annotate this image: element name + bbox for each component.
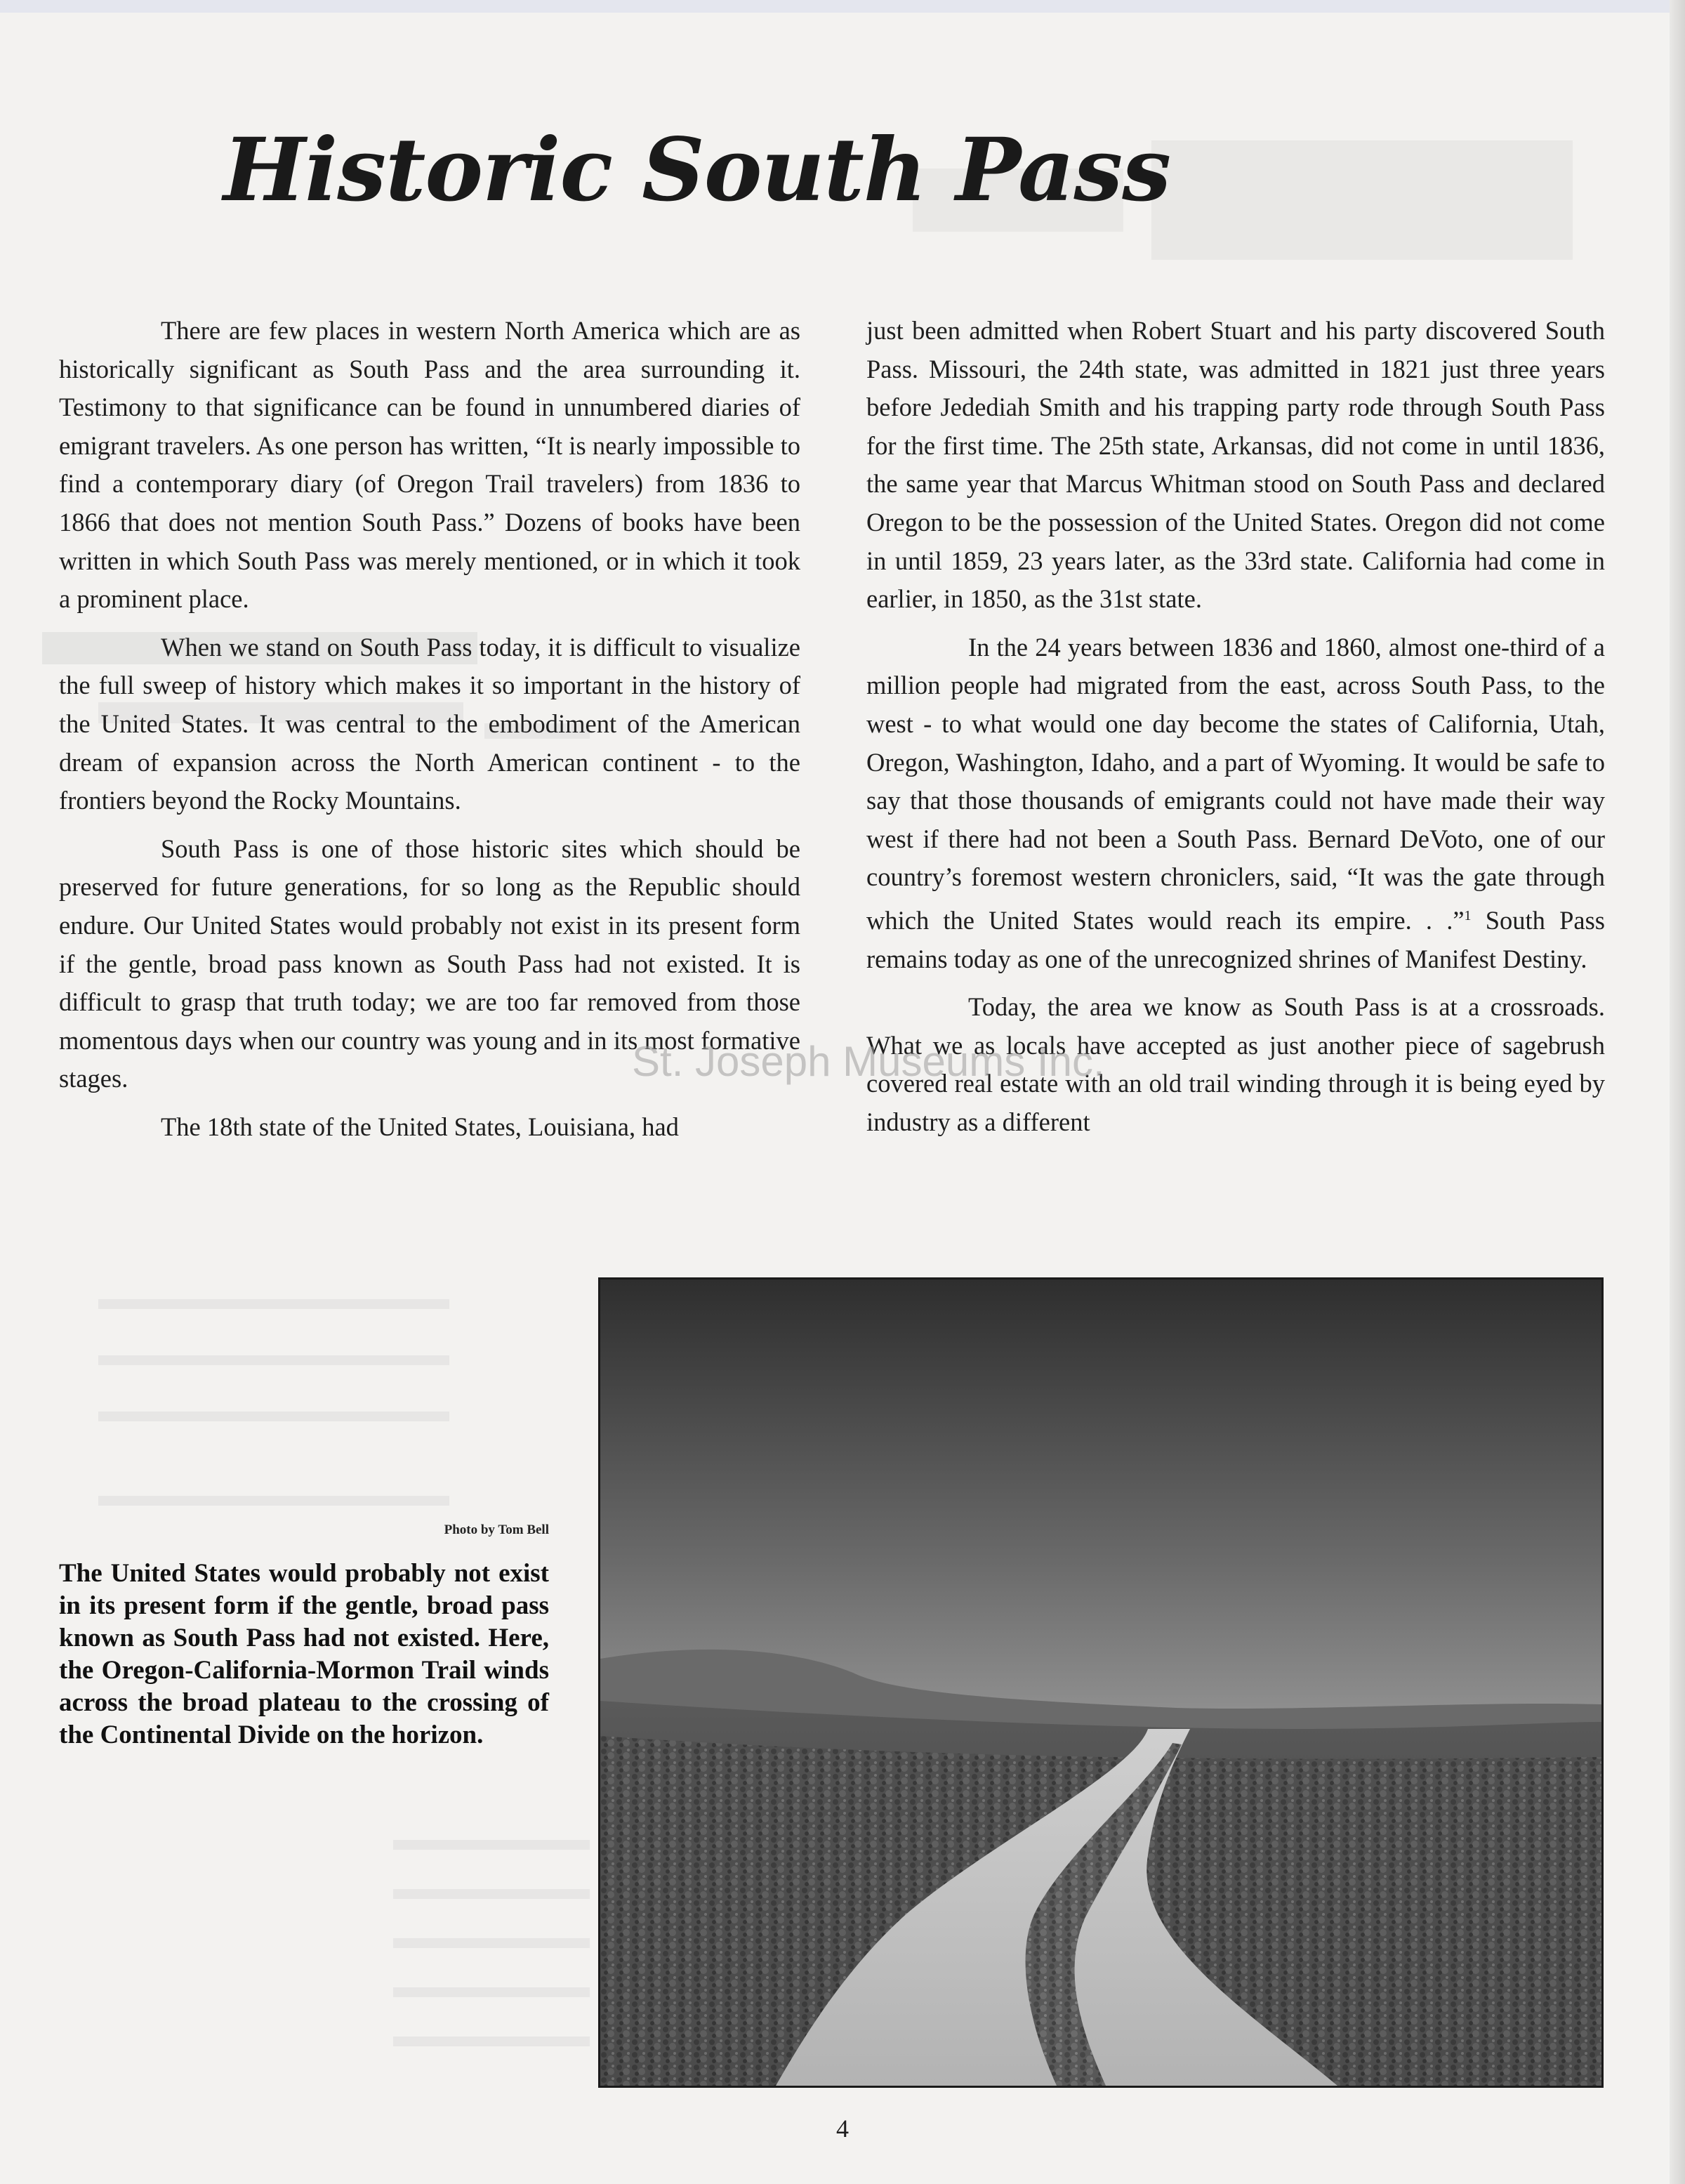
paragraph: Today, the area we know as South Pass is at a crossroads. What we as locals have accepted as just another piece of sagebrush covered real estate with an old trail winding through it is being eyed by industry as a different xyxy=(866,992,1605,1137)
paragraph xyxy=(866,629,1605,979)
paragraph: The 18th state of the United States, Louisiana, had xyxy=(161,1112,679,1141)
right-column xyxy=(866,312,1605,1142)
left-column xyxy=(59,312,800,1146)
page-number: 4 xyxy=(836,2114,849,2143)
footnote-marker: 1 xyxy=(1464,907,1472,923)
photo-caption: The United States would probably not exist in its present form if the gentle, broad pass known as South Pass had not existed. Here, the Oregon-California-Mormon Trail winds across the broad plateau to the crossing of the Continental Divide on the horizon. xyxy=(59,1559,549,1749)
trail-photo xyxy=(598,1277,1604,2088)
watermark: St. Joseph Museums Inc. xyxy=(632,1038,1105,1085)
photo-credit: Photo by Tom Bell xyxy=(444,1522,549,1537)
paragraph: When we stand on South Pass today, it is difficult to visualize the full sweep of history which makes it so important in the history of the United States. It was central to the embodiment of the American dream of expansion across the North American continent - to the frontiers beyond the Rocky Mountains. xyxy=(59,632,800,815)
paragraph: There are few places in western North America which are as historically significant as South Pass and the area surrounding it. Testimony to that significance can be found in unnumbered diaries of emigrant travelers. As one person has written, “It is nearly impossible to find a contemporary diary (of Oregon Trail travelers) from 1836 to 1866 that does not mention South Pass.” Dozens of books have been written in which South Pass was merely mentioned, or in which it took a prominent place. xyxy=(59,316,800,614)
paragraph-text: In the 24 years between 1836 and 1860, almost one-third of a million people had migrated from the east, across South Pass, to the west - to what would one day become the states of California, Utah, Oregon, Washington, Idaho, and a part of Wyoming. It would be safe to say that those thousands of emigrants could not have made their way west if there had not been a South Pass. Bernard DeVoto, one of our country’s foremost western chroniclers, said, “It was the gate through which the United States would reach its empire. . .” xyxy=(866,632,1605,935)
paragraph-continued: just been admitted when Robert Stuart and his party discovered South Pass. Missouri, the 24th state, was admitted in 1821 just three years before Jedediah Smith and his trapping party rode through South Pass for the first time. The 25th state, Arkansas, did not come in until 1836, the same year that Marcus Whitman stood on South Pass and declared Oregon to be the possession of the United States. Oregon did not come in until 1859, 23 years later, as the 33rd state. California had come in earlier, in 1850, as the 31st state. xyxy=(866,316,1605,614)
paragraph: South Pass is one of those historic sites which should be preserved for future generations, for so long as the Republic should endure. Our United States would probably not exist in its present form if the gentle, broad pass known as South Pass had not existed. It is difficult to grasp that truth today; we are too far removed from those momentous days when our country was young and in its most formative stages. xyxy=(59,834,800,1093)
paragraph-text: South Pass remains today as one of the unrecognized shrines of Manifest Destiny. xyxy=(866,906,1605,973)
prairie-trail-image xyxy=(600,1280,1601,2086)
article-title: Historic South Pass xyxy=(223,119,1171,221)
